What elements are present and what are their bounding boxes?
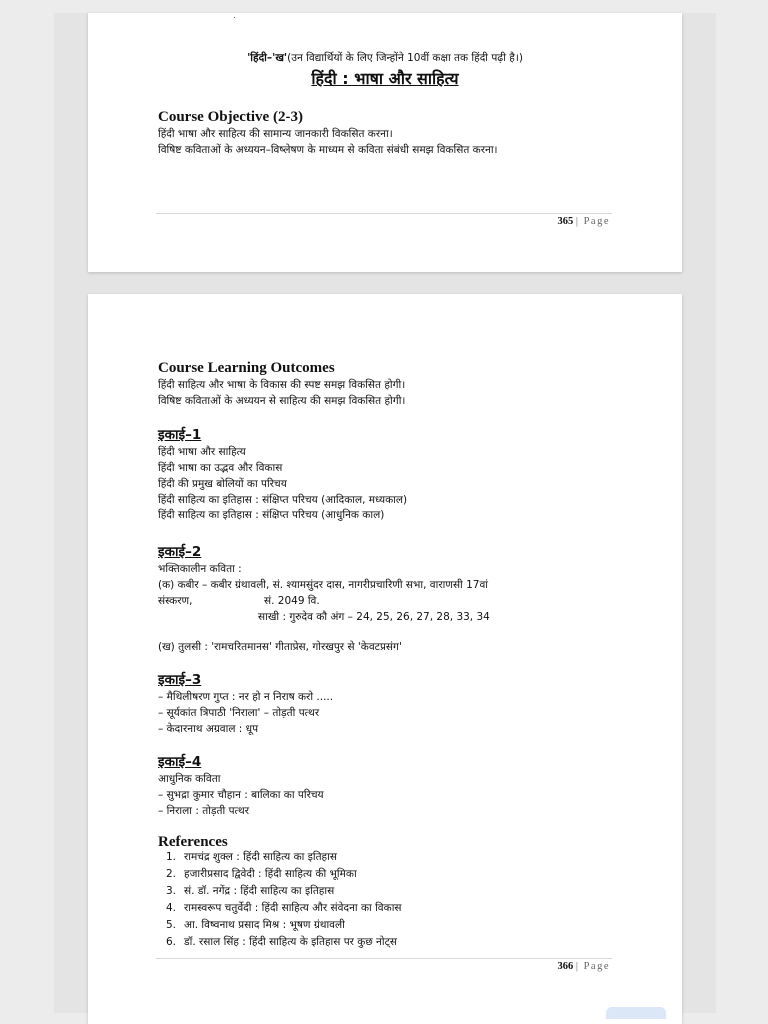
unit2-line: सं. 2049 वि. xyxy=(264,595,320,607)
speck-mark: . xyxy=(233,11,236,21)
unit4-heading: इकाई–4 xyxy=(158,754,202,770)
outcomes-line: विषिष्ट कविताओं के अध्ययन से साहित्य की समझ विकसित होगी। xyxy=(158,395,406,407)
unit1-line: हिंदी भाषा और साहित्य xyxy=(158,446,246,458)
unit2-line: (ख) तुलसी : 'रामचरितमानस' गीताप्रेस, गोरखपुर से 'केवटप्रसंग' xyxy=(158,641,402,653)
objective-heading: Course Objective (2-3) xyxy=(158,109,303,125)
unit3-line: – मैथिलीषरण गुप्त : नर हो न निराष करो ..... xyxy=(158,691,334,703)
unit4-line: – निराला : तोड़ती पत्थर xyxy=(158,805,249,817)
list-item: 3. सं. डॉ. नगेंद्र : हिंदी साहित्य का इतिहास xyxy=(165,885,335,897)
footer-divider xyxy=(156,213,612,214)
page-number: 365 | Page xyxy=(557,216,610,227)
page-subtitle xyxy=(88,51,682,65)
unit3-line: – केदारनाथ अग्रवाल : धूप xyxy=(158,723,259,735)
subtitle-rest: (उन विद्यार्थियों के लिए जिन्होंने 10वीं कक्षा तक हिंदी पढ़ी है।) xyxy=(287,52,523,64)
unit3-line: – सूर्यकांत त्रिपाठी 'निराला' – तोड़ती पत्थर xyxy=(158,707,320,719)
unit4-line: आधुनिक कविता xyxy=(158,773,221,785)
page-number: 366 | Page xyxy=(557,961,610,972)
list-item: 4. रामस्वरूप चतुर्वेदी : हिंदी साहित्य और संवेदना का विकास xyxy=(165,902,402,914)
unit2-line: भक्तिकालीन कविता : xyxy=(158,563,242,575)
list-item: 1. रामचंद्र शुक्ल : हिंदी साहित्य का इतिहास xyxy=(165,851,337,863)
outcomes-line: हिंदी साहित्य और भाषा के विकास की स्पष्ट समझ विकसित होगी। xyxy=(158,379,406,391)
unit3-heading: इकाई–3 xyxy=(158,672,202,688)
unit2-line: (क) कबीर – कबीर ग्रंथावली, सं. श्यामसुंदर दास, नागरीप्रचारिणी सभा, वाराणसी 17वां xyxy=(158,579,489,591)
unit1-line: हिंदी साहित्य का इतिहास : संक्षिप्त परिचय (आदिकाल, मध्यकाल) xyxy=(158,494,408,506)
references-list xyxy=(158,850,402,952)
subtitle-bold: 'हिंदी–'ख' xyxy=(247,52,288,64)
unit1-heading: इकाई–1 xyxy=(158,427,202,443)
unit2-line: संस्करण, xyxy=(158,595,193,607)
objective-line: विषिष्ट कविताओं के अध्ययन–विष्लेषण के माध्यम से कविता संबंधी समझ विकसित करना। xyxy=(158,144,498,156)
page-366 xyxy=(88,294,682,1024)
objective-line: हिंदी भाषा और साहित्य की सामान्य जानकारी विकसित करना। xyxy=(158,128,393,140)
unit1-line: हिंदी भाषा का उद्भव और विकास xyxy=(158,462,283,474)
list-item: 6. डॉ. रसाल सिंह : हिंदी साहित्य के इतिहास पर कुछ नोट्स xyxy=(165,936,397,948)
unit1-line: हिंदी की प्रमुख बोलियों का परिचय xyxy=(158,478,287,490)
floating-action-button[interactable] xyxy=(606,1007,666,1019)
unit2-line: साखी : गुरुदेव कौ अंग – 24, 25, 26, 27, 28, 33, 34 xyxy=(258,611,490,623)
outcomes-heading: Course Learning Outcomes xyxy=(158,360,335,376)
unit1-line: हिंदी साहित्य का इतिहास : संक्षिप्त परिचय (आधुनिक काल) xyxy=(158,509,385,521)
footer-divider xyxy=(156,958,612,959)
page-365 xyxy=(88,13,682,272)
list-item: 5. आ. विष्वनाथ प्रसाद मिश्र : भूषण ग्रंथावली xyxy=(165,919,345,931)
list-item: 2. हजारीप्रसाद द्विवेदी : हिंदी साहित्य की भूमिका xyxy=(165,868,357,880)
references-heading: References xyxy=(158,834,228,850)
unit4-line: – सुभद्रा कुमार चौहान : बालिका का परिचय xyxy=(158,789,324,801)
unit2-heading: इकाई–2 xyxy=(158,544,202,560)
page-title: हिंदी : भाषा और साहित्य xyxy=(311,69,459,88)
